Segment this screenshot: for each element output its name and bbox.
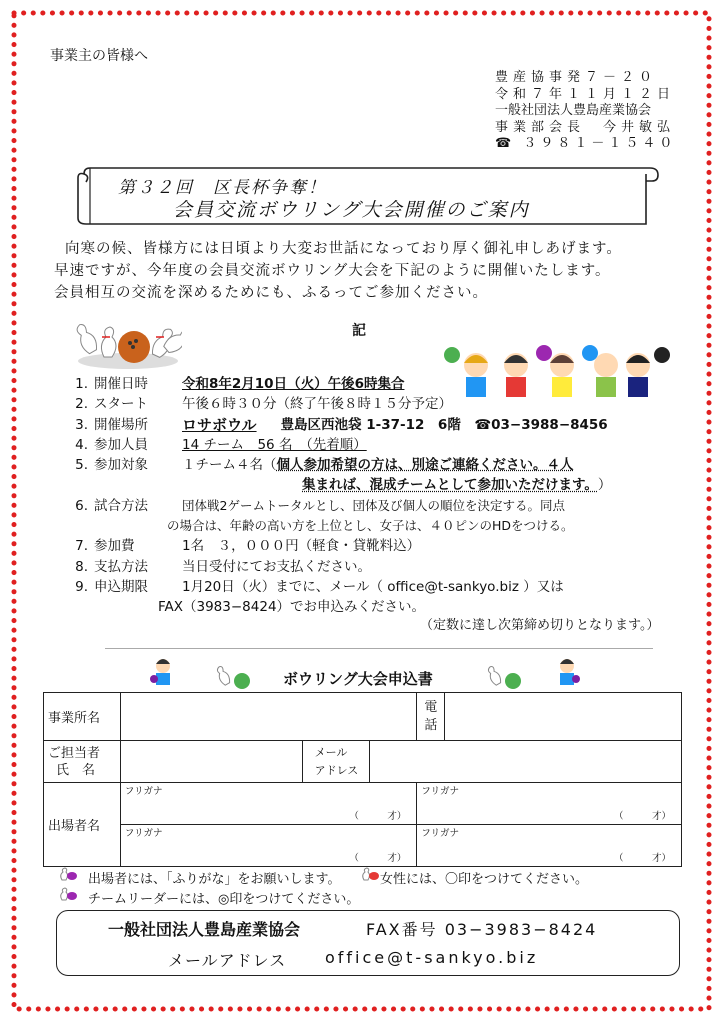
bowling-pins-icon <box>70 313 182 373</box>
sender-phone: ☎ ３９８１－１５４０ <box>495 136 677 151</box>
office-label: 事業所名 <box>44 693 121 741</box>
venue-name: ロサボウル <box>182 415 257 434</box>
bowling-pins-icon <box>483 665 531 691</box>
bowling-pins-icon <box>212 665 260 691</box>
item-label: スタート <box>94 396 148 413</box>
furigana-label: フリガナ <box>124 828 163 839</box>
venue-address: 豊島区西池袋 1-37-12 6階 ☎03−3988−8456 <box>280 416 608 433</box>
person-input[interactable] <box>120 741 302 783</box>
item-num: 1. <box>75 376 88 392</box>
sender-block <box>495 70 676 153</box>
item-label: 支払方法 <box>94 558 148 575</box>
greeting: 事業主の皆様へ <box>50 48 148 64</box>
note-1: 出場者には、「ふりがな」をお願いします。 <box>88 872 341 887</box>
age-label: （ 才） <box>613 811 671 822</box>
item-num: 8. <box>75 558 88 575</box>
mail-label-2: アドレス <box>314 763 359 777</box>
item-label: 申込期限 <box>94 578 148 595</box>
phone-label-2: 話 <box>424 717 438 733</box>
pin-bullet-icon <box>58 886 78 902</box>
detail-row <box>62 394 611 414</box>
item-label: 参加人員 <box>94 436 148 453</box>
item-num: 7. <box>75 538 88 555</box>
furigana-label: フリガナ <box>421 828 459 839</box>
detail-row <box>62 536 611 556</box>
intro-line: 早速ですが、今年度の会員交流ボウリング大会を下記のように開催いたします。 <box>54 263 611 279</box>
detail-row <box>62 557 611 577</box>
detail-row <box>62 455 611 475</box>
detail-row <box>62 415 611 435</box>
item-value: FAX（3983−8424）でお申込みください。 <box>158 599 426 616</box>
closing-note: （定数に達し次第締め切りとなります。） <box>420 618 660 633</box>
item-value: １チーム４名（ <box>182 457 277 474</box>
event-details <box>62 374 611 618</box>
sender-org: 一般社団法人豊島産業協会 <box>495 103 652 118</box>
sender-dept: 事業部会長 今井敏弘 <box>495 119 676 135</box>
phone-input[interactable] <box>445 693 682 741</box>
participant-cell[interactable] <box>120 825 417 867</box>
intro-line: 会員相互の交流を深めるためにも、ふるってご参加ください。 <box>54 285 488 301</box>
item-value: 当日受付にてお支払ください。 <box>182 558 371 575</box>
item-value-highlight: 個人参加希望の方は、別途ご連絡ください。４人 <box>276 457 574 474</box>
item-value: 1名 ３，０００円（軽食・貸靴料込） <box>182 538 421 555</box>
age-label: （ 才） <box>613 853 671 864</box>
ki-label: 記 <box>352 323 366 339</box>
detail-row <box>62 475 611 495</box>
title-line-1: 第３２回 区長杯争奪！ <box>118 178 327 198</box>
furigana-label: フリガナ <box>124 786 163 797</box>
item-num: 4. <box>75 436 88 453</box>
item-num: 6. <box>75 497 88 514</box>
detail-row <box>62 435 611 455</box>
item-label: 開催場所 <box>94 416 148 433</box>
item-value: の場合は、年齢の高い方を上位とし、女子は、４０ピンのHDをつける。 <box>167 518 574 534</box>
intro-text <box>50 238 622 304</box>
item-value: 団体戦2ゲームトータルとし、団体及び個人の順位を決定する。同点 <box>182 497 565 513</box>
item-value: ） <box>597 477 612 494</box>
note-3: チームリーダーには、◎印をつけてください。 <box>88 892 360 907</box>
furigana-label: フリガナ <box>421 786 459 797</box>
age-label: （ 才） <box>349 853 407 864</box>
pin-bullet-icon <box>58 866 78 882</box>
age-label: （ 才） <box>349 811 407 822</box>
item-label: 参加費 <box>94 538 135 555</box>
intro-line: 向寒の候、皆様方には日頃より大変お世話になっており厚く御礼申しあげます。 <box>65 241 622 257</box>
item-num: 9. <box>75 578 88 595</box>
participant-cell[interactable] <box>120 783 417 825</box>
person-label-1: ご担当者 <box>48 745 101 761</box>
footer-mail: office@t-sankyo.biz <box>325 948 539 967</box>
divider <box>105 648 653 649</box>
item-value: 午後６時３０分（終了午後８時１５分予定） <box>182 396 452 413</box>
participant-cell[interactable] <box>417 825 682 867</box>
item-value: 1月20日（火）までに、メール（ office@t-sankyo.biz ）又は <box>182 578 564 595</box>
form-title: ボウリング大会申込書 <box>283 670 433 688</box>
detail-row <box>62 516 611 536</box>
item-num: 3. <box>75 416 88 433</box>
mail-label <box>302 741 369 783</box>
item-label: 試合方法 <box>94 497 148 514</box>
pin-bullet-icon <box>360 866 380 882</box>
mail-input[interactable] <box>369 741 681 783</box>
title-line-2: 会員交流ボウリング大会開催のご案内 <box>173 199 530 221</box>
item-label: 参加対象 <box>94 457 148 474</box>
bowler-icon <box>148 657 178 687</box>
office-input[interactable] <box>120 693 417 741</box>
detail-row <box>62 496 611 516</box>
detail-row <box>62 577 611 597</box>
detail-row <box>62 374 611 394</box>
mail-label-1: メール <box>314 745 348 759</box>
doc-date: 令和７年１１月１２日 <box>495 86 676 102</box>
person-label <box>44 741 121 783</box>
bowler-icon <box>552 657 582 687</box>
item-num: 2. <box>75 396 88 413</box>
phone-label <box>417 693 445 741</box>
item-value: 令和8年2月10日（火）午後6時集合 <box>182 376 405 392</box>
footer-fax: FAX番号 03−3983−8424 <box>366 920 598 939</box>
footer-mail-label: メールアドレス <box>168 951 287 970</box>
phone-label-1: 電 <box>424 699 438 715</box>
spacer <box>62 516 167 536</box>
application-form <box>43 692 682 867</box>
spacer <box>62 475 302 495</box>
spacer <box>62 597 158 617</box>
doc-number: 豊産協事発７－２０ <box>495 70 658 85</box>
item-value-highlight: 集まれば、混成チームとして参加いただけます。 <box>302 477 598 494</box>
footer-org: 一般社団法人豊島産業協会 <box>108 920 301 939</box>
note-2: 女性には、〇印をつけてください。 <box>380 872 589 887</box>
item-num: 5. <box>75 457 88 474</box>
item-value: 14 チーム 56 名 （先着順） <box>182 436 367 453</box>
participant-cell[interactable] <box>417 783 682 825</box>
person-label-2: 氏 名 <box>56 762 96 778</box>
participants-label: 出場者名 <box>44 783 121 867</box>
item-label: 開催日時 <box>94 376 148 392</box>
